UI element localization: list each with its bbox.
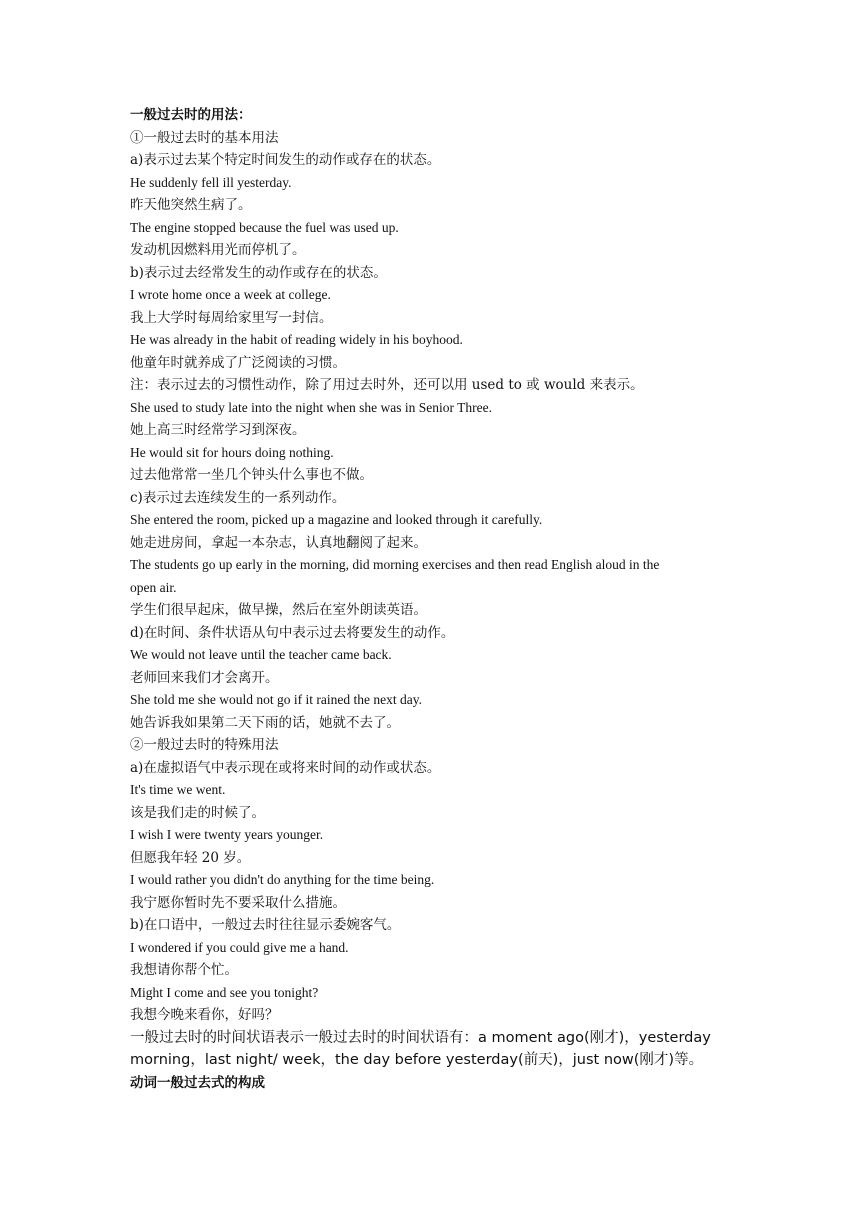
example-chinese: 她走进房间，拿起一本杂志，认真地翻阅了起来。 — [130, 534, 427, 551]
example-english: I wish I were twenty years younger. — [130, 827, 324, 842]
example-english: He would sit for hours doing nothing. — [130, 444, 334, 460]
rule-b: b)表示过去经常发生的动作或存在的状态。 — [130, 264, 387, 281]
time-adverbials-text-continued: morning，last night/ week，the day before yesterday(前天)，just now(刚才)等。 — [130, 1052, 704, 1068]
example-chinese: 学生们很早起床，做早操，然后在室外朗读英语。 — [130, 602, 427, 618]
rule-a: a)表示过去某个特定时间发生的动作或存在的状态。 — [130, 152, 441, 168]
section-heading-special-usage: ②一般过去时的特殊用法 — [130, 737, 279, 753]
example-english-continued: open air. — [130, 579, 177, 595]
rule-d: d)在时间、条件状语从句中表示过去将要发生的动作。 — [130, 624, 455, 641]
example-chinese: 过去他常常一坐几个钟头什么事也不做。 — [130, 467, 373, 483]
example-english: She told me she would not go if it rained the next day. — [130, 692, 422, 707]
example-chinese: 发动机因燃料用光而停机了。 — [130, 242, 306, 258]
example-chinese: 我上大学时每周给家里写一封信。 — [130, 309, 333, 326]
usage-note: 注：表示过去的习惯性动作，除了用过去时外，还可以用 used to 或 would 来表示。 — [130, 377, 644, 393]
example-chinese: 我想请你帮个忙。 — [130, 962, 238, 978]
example-english: I would rather you didn't do anything for the time being. — [130, 872, 435, 887]
rule-c: c)表示过去连续发生的一系列动作。 — [130, 489, 346, 506]
example-english: I wrote home once a week at college. — [130, 287, 331, 302]
example-chinese: 他童年时就养成了广泛阅读的习惯。 — [130, 354, 346, 371]
example-chinese: 老师回来我们才会离开。 — [130, 669, 279, 686]
rule-b: b)在口语中，一般过去时往往显示委婉客气。 — [130, 917, 401, 933]
example-english: She entered the room, picked up a magazine and looked through it carefully. — [130, 512, 543, 527]
time-adverbials-text: 一般过去时的时间状语表示一般过去时的时间状语有：a moment ago(刚才)，yesterday — [130, 1029, 711, 1046]
example-chinese: 她告诉我如果第二天下雨的话，她就不去了。 — [130, 714, 400, 731]
example-chinese: 我宁愿你暂时先不要采取什么措施。 — [130, 894, 346, 911]
example-chinese: 该是我们走的时候了。 — [130, 804, 265, 821]
section-heading-formation: 动词一般过去式的构成 — [130, 1074, 265, 1091]
example-english: He suddenly fell ill yesterday. — [130, 174, 292, 190]
example-english: Might I come and see you tonight? — [130, 984, 319, 1000]
example-chinese: 她上高三时经常学习到深夜。 — [130, 422, 306, 438]
example-chinese: 我想今晚来看你，好吗？ — [130, 1007, 279, 1023]
example-english: She used to study late into the night when she was in Senior Three. — [130, 399, 492, 415]
example-english: He was already in the habit of reading widely in his boyhood. — [130, 332, 463, 347]
example-english: I wondered if you could give me a hand. — [130, 939, 349, 955]
example-english: We would not leave until the teacher came back. — [130, 647, 392, 662]
section-heading-basic-usage: ①一般过去时的基本用法 — [130, 129, 279, 146]
example-chinese: 昨天他突然生病了。 — [130, 197, 252, 213]
example-chinese: 但愿我年轻 20 岁。 — [130, 849, 251, 866]
example-english: The engine stopped because the fuel was used up. — [130, 219, 399, 235]
document-page — [130, 104, 735, 1094]
example-english: The students go up early in the morning, did morning exercises and then read English aloud in the — [130, 557, 660, 572]
example-english: It's time we went. — [130, 782, 226, 797]
page-title: 一般过去时的用法： — [130, 107, 252, 123]
rule-a: a)在虚拟语气中表示现在或将来时间的动作或状态。 — [130, 759, 441, 776]
